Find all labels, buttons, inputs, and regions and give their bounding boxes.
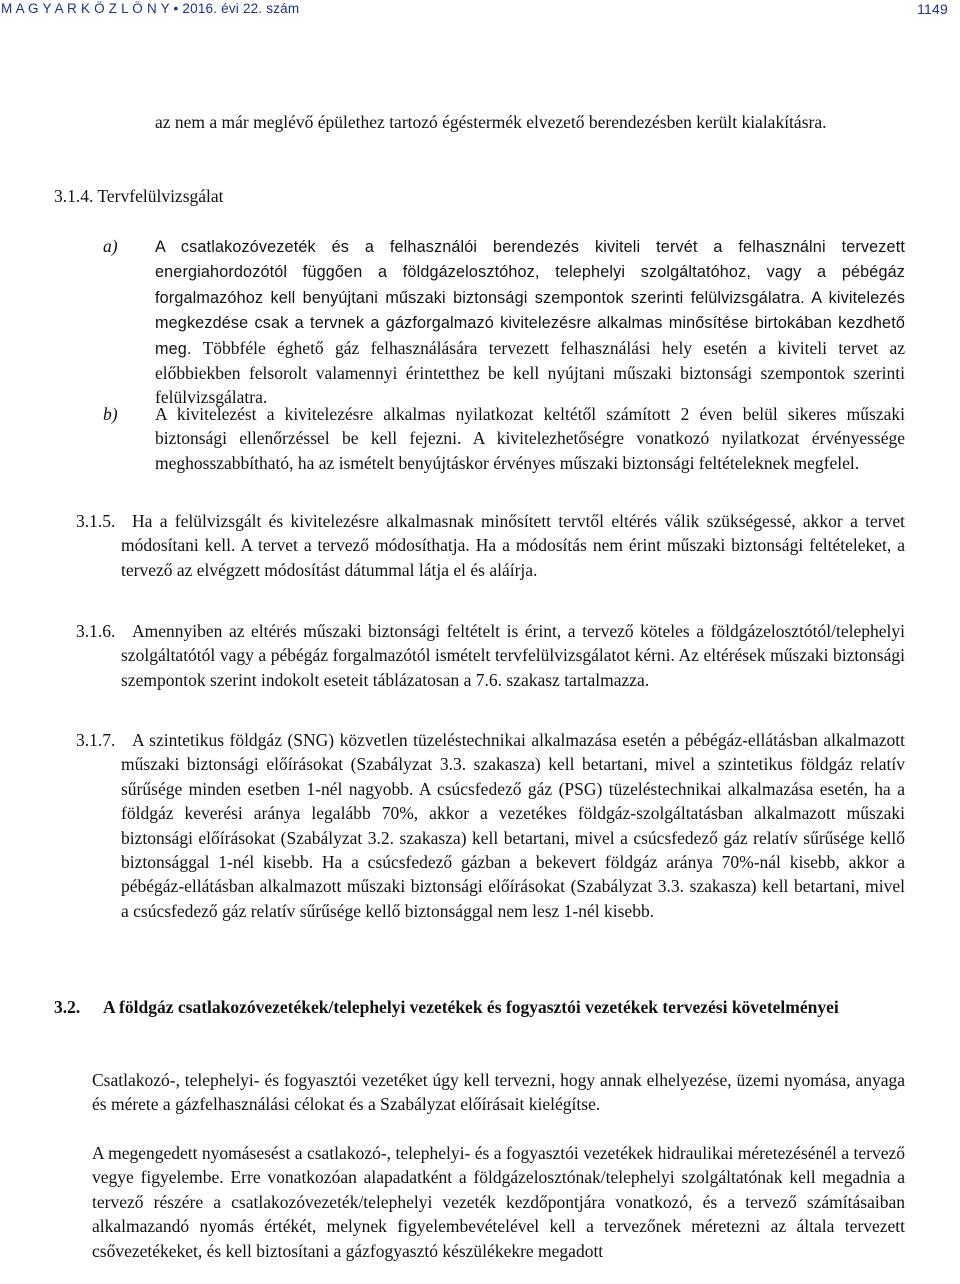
continuation-paragraph: az nem a már meglévő épülethez tartozó égéstermék elvezető berendezésben került kialakításra. [155,112,827,132]
item-a-text [155,234,905,410]
section-3-1-6-number: 3.1.6. [76,621,116,641]
item-a-sans-text: A csatlakozóvezeték és a felhasználói berendezés kiviteli tervét a felhasználni tervezett energiahordozótól függően a földgázelosztóhoz, telephelyi szolgáltatóhoz, vagy a pébégáz forgalmazóhoz kell benyújtani műszaki biztonsági szempontok szerinti felülvizsgálatra. A kivitelezés megkezdése csak a tervnek a gázforgalmazó kivitelezésre alkalmas minősítése birtokában kezdhető meg. [155,238,905,358]
page-number: 1149 [917,1,948,17]
section-3-2-paragraph-1: Csatlakozó-, telephelyi- és fogyasztói vezetéket úgy kell tervezni, hogy annak elhelyezése, üzemi nyomása, anyaga és mérete a gázfelhasználási célokat és a Szabályzat előírásait kielégítse. [92,1070,905,1115]
section-3-1-5-text: Ha a felülvizsgált és kivitelezésre alkalmasnak minősített tervtől eltérés válik szükségessé, akkor a tervet módosítani kell. A tervet a tervező módosíthatja. Ha a módosítás nem érint műszaki biztonsági feltételeket, a tervező az elvégzett módosítást dátummal látja el és aláírja. [121,511,905,580]
section-3-2-title: A földgáz csatlakozóvezetékek/telephelyi vezetékek és fogyasztói vezetékek tervezési követelményei [103,997,839,1017]
page-header [0,0,960,30]
item-b-label: b) [103,404,118,424]
section-3-2-number: 3.2. [54,997,81,1017]
section-3-1-4-title: 3.1.4. Tervfelülvizsgálat [54,186,224,206]
item-a-serif-text: Többféle éghető gáz felhasználására tervezett felhasználási hely esetén a kiviteli tervet az előbbiekben felsorolt valamennyi érintetthez be kell nyújtani műszaki biztonsági szempontok szerinti felülvizsgálatra. [155,337,905,408]
section-3-1-6-text: Amennyiben az eltérés műszaki biztonsági feltételt is érint, a tervező köteles a földgázelosztótól/telephelyi szolgáltatótól vagy a pébégáz forgalmazótól ismételt tervfelülvizsgálatot kérni. Az eltérések műszaki biztonsági szempontok szerint indokolt eseteit táblázatosan a 7.6. szakasz tartalmazza. [121,621,905,690]
section-3-1-7-text: A szintetikus földgáz (SNG) közvetlen tüzeléstechnikai alkalmazása esetén a pébégáz-ellátásban alkalmazott műszaki biztonsági előírásokat (Szabályzat 3.3. szakasza) kell betartani, mivel a szintetikus földgáz relatív sűrűsége minden esetben 1-nél nagyobb. A csúcsfedező gáz (PSG) tüzeléstechnikai alkalmazása esetén, ha a földgáz keverési aránya legalább 70%, akkor a vezetékes földgáz-szolgáltatásban alkalmazott műszaki biztonsági előírásokat (Szabályzat 3.2. szakasza) kell betartani, mivel a csúcsfedező gáz relatív sűrűsége kellő biztonsággal 1-nél kisebb. Ha a csúcsfedező gázban a bekevert földgáz aránya 70%-nál kisebb, akkor a pébégáz-ellátásban alkalmazott műszaki biztonsági előírásokat (Szabályzat 3.3. szakasza) kell betartani, mivel a csúcsfedező gáz relatív sűrűsége kellő biztonsággal nem lesz 1-nél kisebb. [121,730,905,921]
item-b-text: A kivitelezést a kivitelezésre alkalmas nyilatkozat keltétől számított 2 éven belül sikeres műszaki biztonsági ellenőrzéssel be kell fejezni. A kivitelezhetőségre vonatkozó nyilatkozat érvényessége meghosszabbítható, ha az ismételt benyújtáskor érvényes műszaki biztonsági feltételeknek megfelel. [155,404,905,473]
section-3-2-paragraph-2: A megengedett nyomásesést a csatlakozó-, telephelyi- és a fogyasztói vezetékek hidraulikai méretezésénél a tervező vegye figyelembe. Erre vonatkozóan alapadatként a földgázelosztónak/telephelyi szolgáltatónak kell megadnia a tervező részére a csatlakozóvezeték/telephelyi vezeték kezdőpontjára vonatkozó, és a tervező számításaiban alkalmazandó nyomás értékét, melynek figyelembevételével kell a tervezőnek méretezni az általa tervezett csővezetékeket, és kell biztosítani a gázfogyasztó készülékekre megadott [92,1143,905,1261]
section-3-1-5-number: 3.1.5. [76,511,116,531]
section-3-1-7-number: 3.1.7. [76,730,116,750]
journal-title: M A G Y A R K Ö Z L Ö N Y • 2016. évi 22. szám [1,1,300,16]
item-a-label: a) [103,236,118,256]
